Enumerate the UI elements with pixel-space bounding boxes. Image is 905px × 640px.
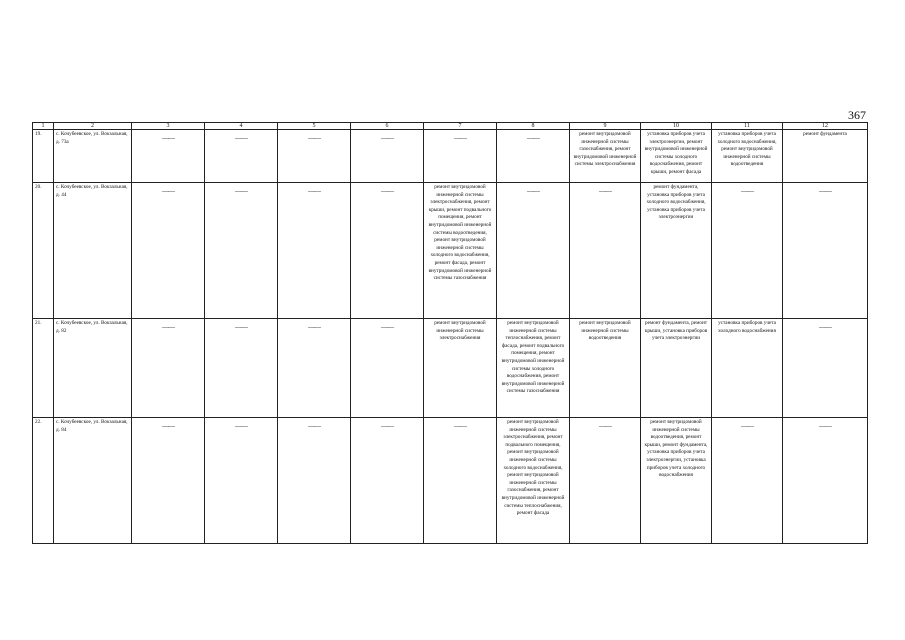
dash-mark: ——	[599, 422, 611, 430]
work-cell: ремонт внутридомовой инженерной системы электроснабжения, ремонт крыши, ремонт подвального помещения, ремонт внутридомовой инженерной системы водоотведения, ремонт внутридомовой инженерной системы холодного водоснабжения, ремонт фасада, ремонт внутридомовой инженерной системы газоснабжения	[424, 183, 497, 319]
work-cell: ремонт внутридомовой инженерной системы электроснабжения, ремонт подвального помещения, ремонт внутридомовой инженерной системы холодного водоснабжения, ремонт внутридомовой инженерной системы газоснабжения, ремонт внутридомовой инженерной системы теплоснабжения, ремонт фасада	[497, 418, 570, 544]
dash-mark: ——	[454, 422, 466, 430]
dash-mark: ——	[308, 187, 320, 195]
column-header: 12	[783, 123, 868, 130]
empty-cell	[132, 130, 205, 183]
work-cell: ремонт внутридомовой инженерной системы водоотведения	[570, 319, 641, 418]
empty-cell	[712, 183, 783, 319]
column-header: 5	[278, 123, 351, 130]
work-cell: установка приборов учета холодного водоснабжения, ремонт внутридомовой инженерной системы водоотведения	[712, 130, 783, 183]
work-cell: ремонт фундамента, ремонт крыши, установка приборов учета электроэнергии	[641, 319, 712, 418]
empty-cell	[497, 130, 570, 183]
empty-cell	[278, 183, 351, 319]
table-row	[33, 183, 868, 319]
work-cell: ремонт фундамента, установка приборов учета холодного водоснабжения, установка приборов учета электроэнергии	[641, 183, 712, 319]
column-header: 1	[33, 123, 54, 130]
empty-cell	[424, 130, 497, 183]
column-header: 6	[351, 123, 424, 130]
dash-mark: ——	[235, 134, 247, 142]
work-cell: ремонт внутридомовой инженерной системы водоотведения, ремонт крыши, ремонт фундамента, установка приборов учета электроэнергии, установка приборов учета холодного водоснабжения	[641, 418, 712, 544]
table-header-row	[33, 123, 868, 130]
work-cell: ремонт фундамента	[783, 130, 868, 183]
row-number: 19.	[33, 130, 54, 183]
empty-cell	[497, 183, 570, 319]
empty-cell	[712, 418, 783, 544]
dash-mark: ——	[819, 187, 831, 195]
repair-schedule-table	[32, 122, 868, 544]
empty-cell	[205, 418, 278, 544]
dash-mark: ——	[599, 187, 611, 195]
column-header: 9	[570, 123, 641, 130]
row-number: 20.	[33, 183, 54, 319]
column-header: 7	[424, 123, 497, 130]
dash-mark: ——	[527, 187, 539, 195]
empty-cell	[570, 183, 641, 319]
empty-cell	[205, 319, 278, 418]
address-cell: с. Кочубеевское, ул. Вокзальная, д. 73а	[54, 130, 132, 183]
empty-cell	[351, 418, 424, 544]
column-header: 8	[497, 123, 570, 130]
column-header: 10	[641, 123, 712, 130]
address-cell: с. Кочубеевское, ул. Вокзальная, д. 44	[54, 183, 132, 319]
column-header: 2	[54, 123, 132, 130]
empty-cell	[278, 418, 351, 544]
dash-mark: ——	[308, 422, 320, 430]
dash-mark: ——	[235, 422, 247, 430]
empty-cell	[278, 130, 351, 183]
dash-mark: ——	[741, 187, 753, 195]
empty-cell	[205, 183, 278, 319]
empty-cell	[132, 183, 205, 319]
work-cell: ремонт внутридомовой инженерной системы теплоснабжения, ремонт фасада, ремонт подвального помещения, ремонт внутридомовой инженерной системы холодного водоснабжения, ремонт внутридомовой инженерной системы газоснабжения	[497, 319, 570, 418]
dash-mark: ——	[454, 134, 466, 142]
dash-mark: ——	[819, 323, 831, 331]
empty-cell	[424, 418, 497, 544]
row-number: 22.	[33, 418, 54, 544]
empty-cell	[570, 418, 641, 544]
dash-mark: ——	[235, 323, 247, 331]
empty-cell	[205, 130, 278, 183]
work-cell: ремонт внутридомовой инженерной системы электроснабжения	[424, 319, 497, 418]
empty-cell	[351, 130, 424, 183]
work-cell: установка приборов учета холодного водоснабжения	[712, 319, 783, 418]
work-cell: установка приборов учета электроэнергии, ремонт внутридомовой инженерной системы холодного водоснабжения, ремонт крыши, ремонт фасада	[641, 130, 712, 183]
dash-mark: ——	[162, 187, 174, 195]
row-number: 21.	[33, 319, 54, 418]
dash-mark: ——	[381, 134, 393, 142]
dash-mark: ——	[162, 422, 174, 430]
dash-mark: ——	[235, 187, 247, 195]
address-cell: с. Кочубеевское, ул. Вокзальная, д. 82	[54, 319, 132, 418]
empty-cell	[783, 319, 868, 418]
dash-mark: ——	[381, 187, 393, 195]
empty-cell	[132, 319, 205, 418]
dash-mark: ——	[819, 422, 831, 430]
empty-cell	[783, 418, 868, 544]
page-number: 367	[848, 108, 866, 122]
column-header: 3	[132, 123, 205, 130]
dash-mark: ——	[308, 134, 320, 142]
dash-mark: ——	[381, 323, 393, 331]
dash-mark: ——	[162, 134, 174, 142]
empty-cell	[132, 418, 205, 544]
dash-mark: ——	[741, 422, 753, 430]
dash-mark: ——	[527, 134, 539, 142]
dash-mark: ——	[381, 422, 393, 430]
empty-cell	[351, 319, 424, 418]
address-cell: с. Кочубеевское, ул. Вокзальная, д. 84	[54, 418, 132, 544]
dash-mark: ——	[308, 323, 320, 331]
empty-cell	[278, 319, 351, 418]
column-header: 4	[205, 123, 278, 130]
table-row	[33, 418, 868, 544]
column-header: 11	[712, 123, 783, 130]
empty-cell	[351, 183, 424, 319]
dash-mark: ——	[162, 323, 174, 331]
table-row	[33, 319, 868, 418]
empty-cell	[783, 183, 868, 319]
work-cell: ремонт внутридомовой инженерной системы газоснабжения, ремонт внутридомовой инженерной системы электроснабжения	[570, 130, 641, 183]
table-row	[33, 130, 868, 183]
